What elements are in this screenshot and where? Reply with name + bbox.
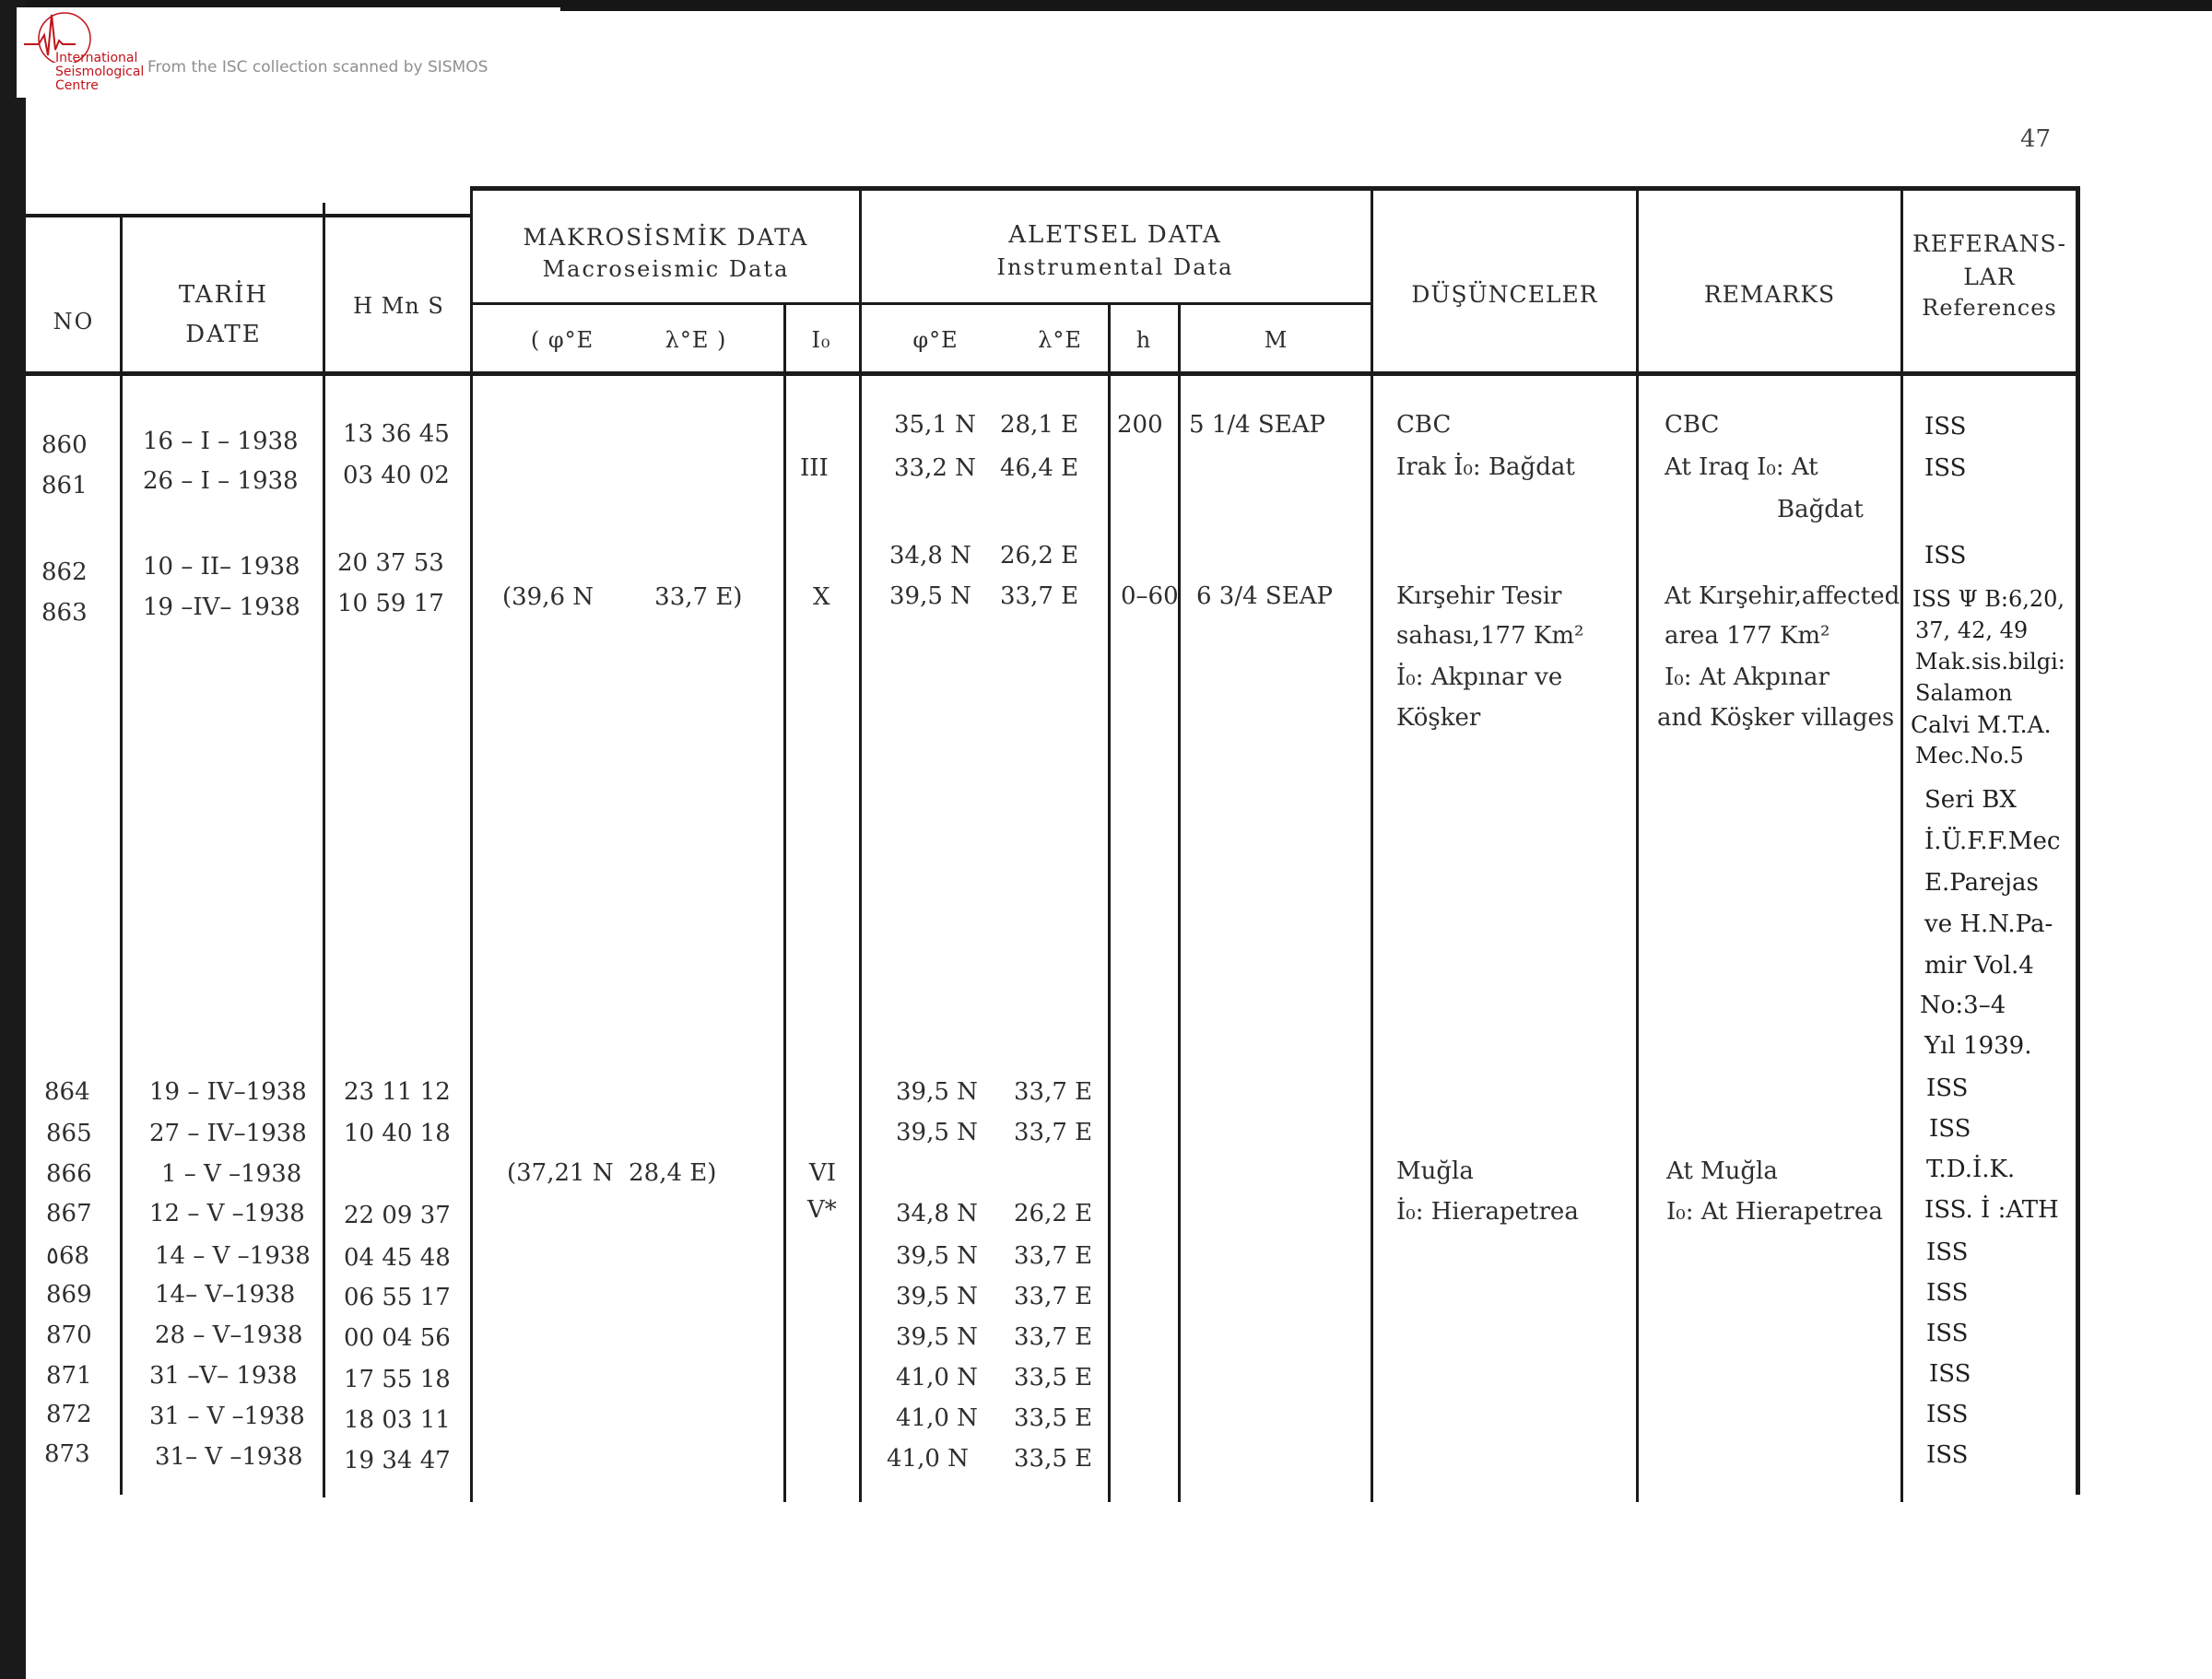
row-intensity: III bbox=[800, 454, 829, 482]
reference-line: ISS bbox=[1924, 542, 1967, 569]
col-rule-remarks bbox=[1900, 189, 1903, 1502]
remarks-line: and Köşker villages bbox=[1657, 704, 1895, 732]
row-lon: 33,7 E bbox=[1000, 582, 1079, 610]
row-lon: 33,7 E bbox=[1014, 1283, 1093, 1310]
row-date: 31 – V –1938 bbox=[149, 1403, 305, 1430]
row-lat: 34,8 N bbox=[896, 1200, 978, 1227]
remarks-line: At Iraq I₀: At bbox=[1665, 453, 1818, 481]
row-no: 863 bbox=[41, 599, 88, 627]
row-no: ٥68 bbox=[46, 1242, 90, 1270]
header-macroseismic-tr: MAKROSİSMİK DATA bbox=[523, 224, 809, 251]
row-no: 873 bbox=[44, 1440, 90, 1468]
isc-name-line-3: Centre bbox=[55, 78, 99, 93]
row-intensity: X bbox=[813, 583, 830, 611]
row-no: 872 bbox=[46, 1401, 92, 1428]
dusunceler-line: Muğla bbox=[1396, 1157, 1474, 1185]
remarks-line: CBC bbox=[1665, 411, 1720, 439]
row-date: 27 – IV–1938 bbox=[149, 1120, 307, 1147]
row-time: 10 40 18 bbox=[344, 1120, 451, 1147]
dusunceler-line: CBC bbox=[1396, 411, 1452, 439]
col-rule-macro bbox=[859, 189, 862, 1502]
row-magnitude: 6 3/4 SEAP bbox=[1196, 582, 1333, 610]
row-time: 19 34 47 bbox=[344, 1447, 451, 1474]
row-lon: 33,5 E bbox=[1014, 1364, 1093, 1391]
row-time: 18 03 11 bbox=[344, 1406, 451, 1434]
reference-line: Mak.sis.bilgi: bbox=[1915, 649, 2065, 675]
header-bottom-rule bbox=[18, 371, 2078, 376]
row-date: 19 –IV– 1938 bbox=[143, 593, 300, 621]
dusunceler-line: İ₀: Hierapetrea bbox=[1396, 1198, 1579, 1226]
row-lon: 33,5 E bbox=[1014, 1445, 1093, 1473]
row-time: 10 59 17 bbox=[337, 590, 444, 617]
row-date: 12 – V –1938 bbox=[149, 1200, 305, 1227]
reference-line: ISS bbox=[1926, 1279, 1969, 1307]
row-time: 20 37 53 bbox=[337, 549, 444, 577]
subheader-macro-lat: ( φ°E bbox=[530, 327, 594, 353]
row-date: 14– V–1938 bbox=[155, 1281, 296, 1309]
header-tarih: TARİH bbox=[178, 281, 269, 309]
dusunceler-line: sahası,177 Km² bbox=[1396, 622, 1584, 650]
row-macro-epicenter: (37,21 N 28,4 E) bbox=[507, 1159, 717, 1187]
isc-name-line-2: Seismological bbox=[55, 65, 145, 79]
isc-name-line-1: International bbox=[55, 51, 138, 65]
reference-line: 37, 42, 49 bbox=[1915, 617, 2029, 643]
subheader-io: I₀ bbox=[811, 327, 831, 353]
header-macroseismic-en: Macroseismic Data bbox=[542, 256, 790, 282]
row-no: 870 bbox=[46, 1321, 92, 1349]
reference-line: mir Vol.4 bbox=[1924, 952, 2034, 980]
reference-line: No:3–4 bbox=[1920, 992, 2006, 1019]
row-lat: 41,0 N bbox=[887, 1445, 969, 1473]
header-references-line3: References bbox=[1922, 295, 2057, 321]
row-time: 03 40 02 bbox=[343, 462, 450, 489]
header-instrumental-tr: ALETSEL DATA bbox=[1008, 221, 1222, 249]
scan-binding-edge bbox=[0, 0, 26, 1679]
row-time: 00 04 56 bbox=[344, 1324, 451, 1352]
remarks-line: area 177 Km² bbox=[1665, 622, 1830, 650]
remarks-line: At Muğla bbox=[1666, 1157, 1778, 1185]
header-remarks: REMARKS bbox=[1703, 281, 1836, 308]
dusunceler-line: Kırşehir Tesir bbox=[1396, 582, 1562, 610]
reference-line: Yıl 1939. bbox=[1924, 1032, 2032, 1060]
isc-caption: From the ISC collection scanned by SISMOS bbox=[147, 58, 488, 76]
row-lon: 26,2 E bbox=[1000, 542, 1079, 569]
row-date: 10 – II– 1938 bbox=[143, 553, 300, 581]
row-lon: 26,2 E bbox=[1014, 1200, 1093, 1227]
reference-line: Seri BX bbox=[1924, 786, 2017, 814]
header-dusunceler: DÜŞÜNCELER bbox=[1411, 281, 1598, 308]
reference-line: ISS bbox=[1929, 1360, 1971, 1388]
row-date: 1 – V –1938 bbox=[161, 1160, 302, 1188]
row-no: 862 bbox=[41, 558, 88, 586]
col-rule-macro-io bbox=[783, 304, 786, 1502]
row-lon: 33,7 E bbox=[1014, 1242, 1093, 1270]
row-macro-epicenter: (39,6 N 33,7 E) bbox=[502, 583, 743, 611]
row-time: 17 55 18 bbox=[344, 1366, 451, 1393]
reference-line: ve H.N.Pa- bbox=[1924, 910, 2053, 938]
row-date: 14 – V –1938 bbox=[155, 1242, 311, 1270]
row-lon: 28,1 E bbox=[1000, 411, 1079, 439]
row-intensity: VI bbox=[809, 1159, 837, 1187]
reference-line: ISS Ψ B:6,20, bbox=[1912, 586, 2065, 612]
row-no: 865 bbox=[46, 1120, 92, 1147]
reference-line: ISS bbox=[1929, 1115, 1971, 1143]
reference-line: ISS bbox=[1924, 413, 1967, 440]
row-lon: 33,7 E bbox=[1014, 1323, 1093, 1351]
row-date: 31– V –1938 bbox=[155, 1443, 303, 1471]
row-no: 871 bbox=[46, 1362, 92, 1390]
row-lat: 39,5 N bbox=[889, 582, 971, 610]
reference-line: ISS bbox=[1924, 454, 1967, 482]
header-date: DATE bbox=[185, 321, 262, 348]
row-lat: 41,0 N bbox=[896, 1364, 978, 1391]
row-lon: 33,5 E bbox=[1014, 1404, 1093, 1432]
row-no: 861 bbox=[41, 472, 88, 499]
col-rule-no bbox=[120, 214, 123, 1495]
row-depth: 0–60 bbox=[1121, 582, 1179, 610]
row-lat: 34,8 N bbox=[889, 542, 971, 569]
subheader-h: h bbox=[1135, 327, 1152, 353]
header-time: H Mn S bbox=[353, 293, 444, 319]
remarks-line: At Kırşehir,affected bbox=[1665, 582, 1900, 610]
row-lon: 46,4 E bbox=[1000, 454, 1079, 482]
reference-line: ISS bbox=[1926, 1441, 1969, 1469]
row-time: 04 45 48 bbox=[344, 1244, 451, 1272]
reference-line: Salamon bbox=[1915, 680, 2013, 706]
row-lat: 41,0 N bbox=[896, 1404, 978, 1432]
col-rule-dusunceler bbox=[1636, 189, 1639, 1502]
row-lat: 33,2 N bbox=[894, 454, 976, 482]
col-rule-instrumental bbox=[1371, 189, 1373, 1502]
header-references-line1: REFERANS- bbox=[1912, 230, 2066, 257]
dusunceler-line: İ₀: Akpınar ve bbox=[1396, 663, 1563, 691]
reference-line: ISS. İ :ATH bbox=[1924, 1196, 2059, 1224]
reference-line: ISS bbox=[1926, 1239, 1969, 1266]
row-no: 864 bbox=[44, 1078, 90, 1106]
dusunceler-line: Irak İ₀: Bağdat bbox=[1396, 453, 1575, 481]
row-date: 31 –V– 1938 bbox=[149, 1362, 298, 1390]
subheader-macro-lon: λ°E ) bbox=[665, 327, 727, 353]
subheader-rule bbox=[470, 302, 1373, 305]
row-lat: 39,5 N bbox=[896, 1078, 978, 1106]
reference-line: İ.Ü.F.F.Mec bbox=[1924, 828, 2061, 855]
reference-line: E.Parejas bbox=[1924, 869, 2039, 897]
col-rule-h bbox=[1178, 304, 1181, 1502]
remarks-line: Bağdat bbox=[1777, 496, 1864, 523]
table-top-rule bbox=[470, 186, 2078, 191]
col-rule-lon bbox=[1108, 304, 1111, 1502]
col-rule-right bbox=[2076, 186, 2080, 1495]
row-no: 860 bbox=[41, 431, 88, 459]
dusunceler-line: Köşker bbox=[1396, 704, 1481, 732]
row-date: 26 – I – 1938 bbox=[143, 467, 299, 495]
subheader-inst-lon: λ°E bbox=[1038, 327, 1082, 353]
table-top-rule-left bbox=[18, 214, 470, 217]
header-instrumental-en: Instrumental Data bbox=[996, 254, 1234, 280]
row-depth: 200 bbox=[1117, 411, 1163, 439]
isc-watermark bbox=[17, 7, 560, 98]
row-time: 13 36 45 bbox=[343, 420, 450, 448]
col-rule-date bbox=[323, 203, 325, 1497]
row-lat: 35,1 N bbox=[894, 411, 976, 439]
row-date: 16 – I – 1938 bbox=[143, 428, 299, 455]
row-lat: 39,5 N bbox=[896, 1242, 978, 1270]
row-lat: 39,5 N bbox=[896, 1283, 978, 1310]
row-lat: 39,5 N bbox=[896, 1323, 978, 1351]
reference-line: Calvi M.T.A. bbox=[1911, 711, 2052, 738]
reference-line: ISS bbox=[1926, 1320, 1969, 1347]
col-rule-time bbox=[470, 189, 473, 1502]
row-lon: 33,7 E bbox=[1014, 1078, 1093, 1106]
row-time: 06 55 17 bbox=[344, 1284, 451, 1311]
row-lon: 33,7 E bbox=[1014, 1119, 1093, 1146]
subheader-m: M bbox=[1264, 327, 1288, 353]
row-no: 867 bbox=[46, 1200, 92, 1227]
row-no: 869 bbox=[46, 1281, 92, 1309]
header-references-line2: LAR bbox=[1963, 264, 2016, 290]
row-intensity: V* bbox=[807, 1196, 837, 1224]
remarks-line: I₀: At Hierapetrea bbox=[1666, 1198, 1883, 1226]
row-date: 19 – IV–1938 bbox=[149, 1078, 307, 1106]
remarks-line: I₀: At Akpınar bbox=[1665, 663, 1830, 691]
row-date: 28 – V–1938 bbox=[155, 1321, 303, 1349]
reference-line: T.D.İ.K. bbox=[1926, 1156, 2016, 1183]
row-no: 866 bbox=[46, 1160, 92, 1188]
reference-line: Mec.No.5 bbox=[1915, 743, 2024, 769]
header-no: NO bbox=[53, 309, 95, 335]
row-magnitude: 5 1/4 SEAP bbox=[1189, 411, 1325, 439]
row-time: 22 09 37 bbox=[344, 1202, 451, 1229]
page-number: 47 bbox=[2020, 125, 2052, 153]
subheader-inst-lat: φ°E bbox=[912, 327, 959, 353]
reference-line: ISS bbox=[1926, 1401, 1969, 1428]
row-lat: 39,5 N bbox=[896, 1119, 978, 1146]
row-time: 23 11 12 bbox=[344, 1078, 451, 1106]
reference-line: ISS bbox=[1926, 1074, 1969, 1102]
